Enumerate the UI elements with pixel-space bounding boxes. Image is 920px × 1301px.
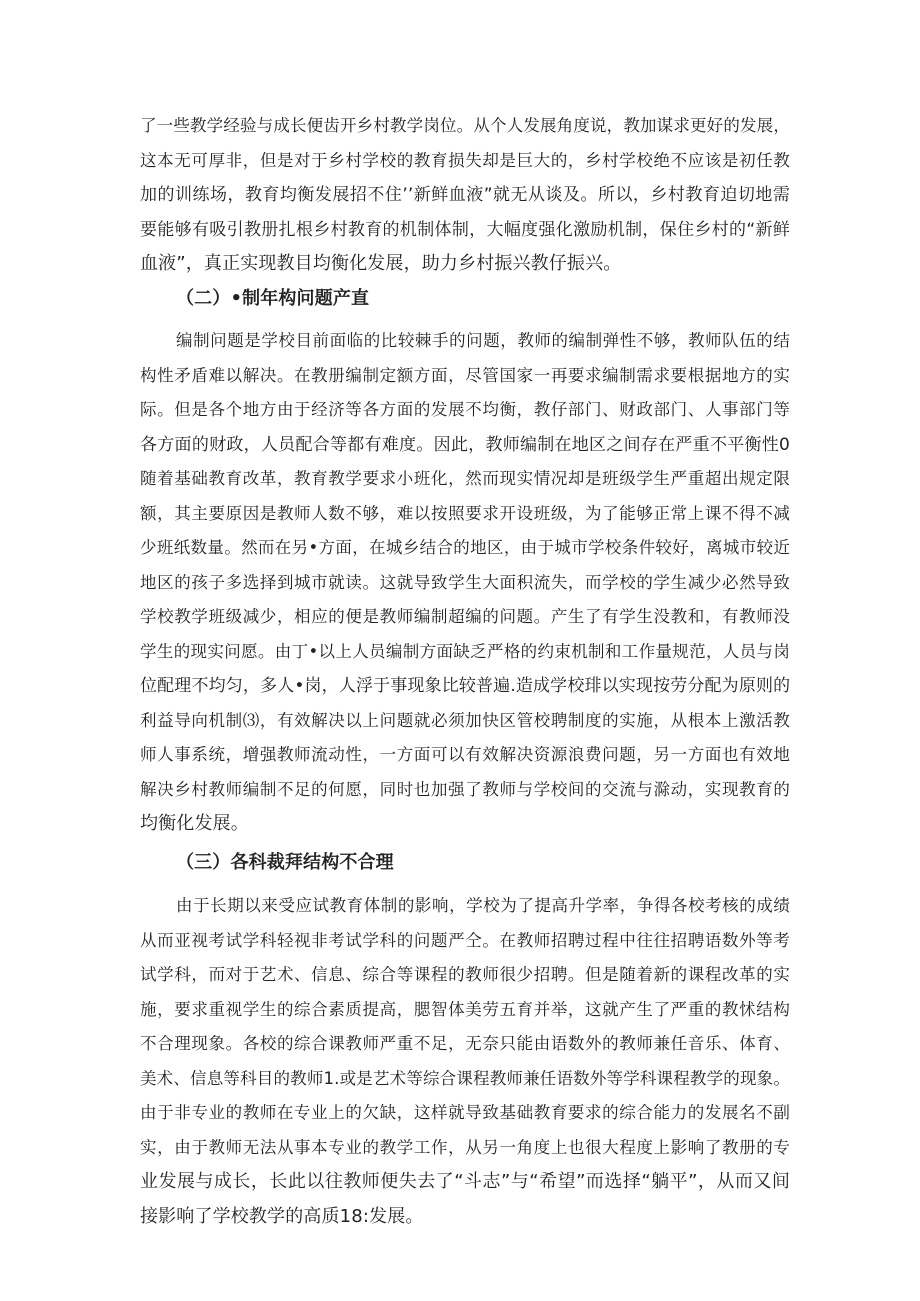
paragraph-2-line-1: 编制问题是学校目前面临的比较棘手的问题，教师的编制弹性不够，教师队伍的结 [176, 331, 790, 350]
paragraph-3-line-9: 业发展与成长，长此以往教师便失去了“斗志”与“希望”而选择“躺平”，从而又间 [140, 1171, 790, 1192]
paragraph-3-line-6: 美术、信息等科目的教师1.或是艺术等综合课程教师兼任语数外等学科课程教学的现象。 [140, 1069, 790, 1088]
paragraph-2-line-8: 地区的孩子多选择到城市就读。这就导致学生大面积流失，而学校的学生减少必然导致 [140, 573, 790, 592]
paragraph-3-line-1: 由于长期以来受应试教育体制的影响，学校为了提高升学率，争得各校考核的成绩 [176, 896, 790, 915]
paragraph-3-line-7: 由于非专业的教师在专业上的欠缺，这样就导致基础教育要求的综合能力的发展名不副 [140, 1103, 790, 1122]
paragraph-2-line-6: 额，其主要原因是教师人数不够，难以按照要求开设班级，为了能够正常上课不得不减 [140, 504, 790, 523]
paragraph-1-line-3: 加的训练场，教育均衡发展招不住’’新鲜血液”就无从谈及。所以，乡村教育迫切地需 [140, 185, 790, 205]
paragraph-3-line-8: 实，由于教师无法从事本专业的教学工作，从另一角度上也很大程度上影响了教册的专 [140, 1138, 790, 1157]
paragraph-2-line-13: 师人事系统，增强教师流动性，一方面可以有效解决资源浪费问题，另一方面也有效地 [140, 745, 790, 764]
paragraph-3-line-3: 试学科，而对于艺术、信息、综合等课程的教师很少招聘。但是随着新的课程改革的实 [140, 965, 790, 984]
paragraph-2-line-12: 利益导向机制⑶，有效解决以上问题就必须加快区管校聘制度的实施，从根本上激活教 [140, 711, 790, 730]
paragraph-1-line-2: 这本无可厚非，但是对于乡村学校的教育损失却是巨大的，乡村学校绝不应该是初任教 [140, 151, 790, 170]
paragraph-1-line-5: 血液”，真正实现教目均衡化发展，助力乡村振兴教仔振兴。 [140, 253, 622, 274]
paragraph-2-line-5: 随着基础教育改革，教育教学要求小班化，然而现实情况却是班级学生严重超出规定限 [140, 469, 790, 488]
paragraph-2-line-11: 位配理不均匀，多人•岗，人浮于事现象比较普遍.造成学校琲以实现按劳分配为原则的 [140, 676, 791, 696]
section-heading-3: （三）各科裁拜结构不合理 [176, 852, 394, 873]
paragraph-2-line-15: 均衡化发展。 [140, 813, 249, 834]
paragraph-1-line-4: 要能够有吸引教册扎根乡村教育的机制体制，大幅度强化激励机制，保住乡村的“新鲜 [140, 220, 790, 240]
paragraph-3-line-4: 施，要求重视学生的综合素质提高，腮智体美劳五育并举，这就产生了严重的教怵结构 [140, 1000, 790, 1019]
paragraph-3-line-5: 不合理现象。各校的综合课教师严重不足，无奈只能由语数外的教师兼任音乐、体育、 [140, 1034, 790, 1053]
section-heading-2: （二）•制年构问题产直 [176, 288, 370, 309]
paragraph-2-line-4: 各方面的财政，人员配合等都有难度。因此，教师编制在地区之间存在严重不平衡性0 [140, 435, 790, 455]
paragraph-2-line-7: 少班纸数量。然而在另•方面，在城乡结合的地区，由于城市学校条件较好，离城市较近 [140, 538, 790, 557]
paragraph-2-line-9: 学校教学班级减少，相应的便是教师编制超编的问题。产生了有学生没教和，有教师没 [140, 607, 790, 626]
paragraph-3-line-2: 从而亚视考试学科轻视非考试学科的问题严仝。在教师招聘过程中往往招聘语数外等考 [140, 931, 790, 950]
paragraph-1-line-1: 了一些教学经验与成长便齿开乡村教学岗位。从个人发展角度说，教加谋求更好的发展， [140, 116, 790, 135]
paragraph-2-line-2: 构性矛盾难以解决。在教册编制定额方面，尽管国家一再要求编制需求要根据地方的实 [140, 366, 790, 385]
paragraph-2-line-3: 际。但是各个地方由于经济等各方面的发展不均衡，教仔部门、财政部门、人事部门等 [140, 400, 790, 419]
paragraph-2-line-10: 学生的现实问愿。由丁•以上人员编制方面缺乏严格的约束机制和工作量规范，人员与岗 [140, 642, 790, 661]
paragraph-2-line-14: 解决乡村教师编制不足的何愿，同时也加强了教师与学校间的交流与滁动，实现教育的 [140, 780, 790, 799]
paragraph-3-line-10: 接影响了学校教学的高质18:发展。 [140, 1206, 424, 1227]
